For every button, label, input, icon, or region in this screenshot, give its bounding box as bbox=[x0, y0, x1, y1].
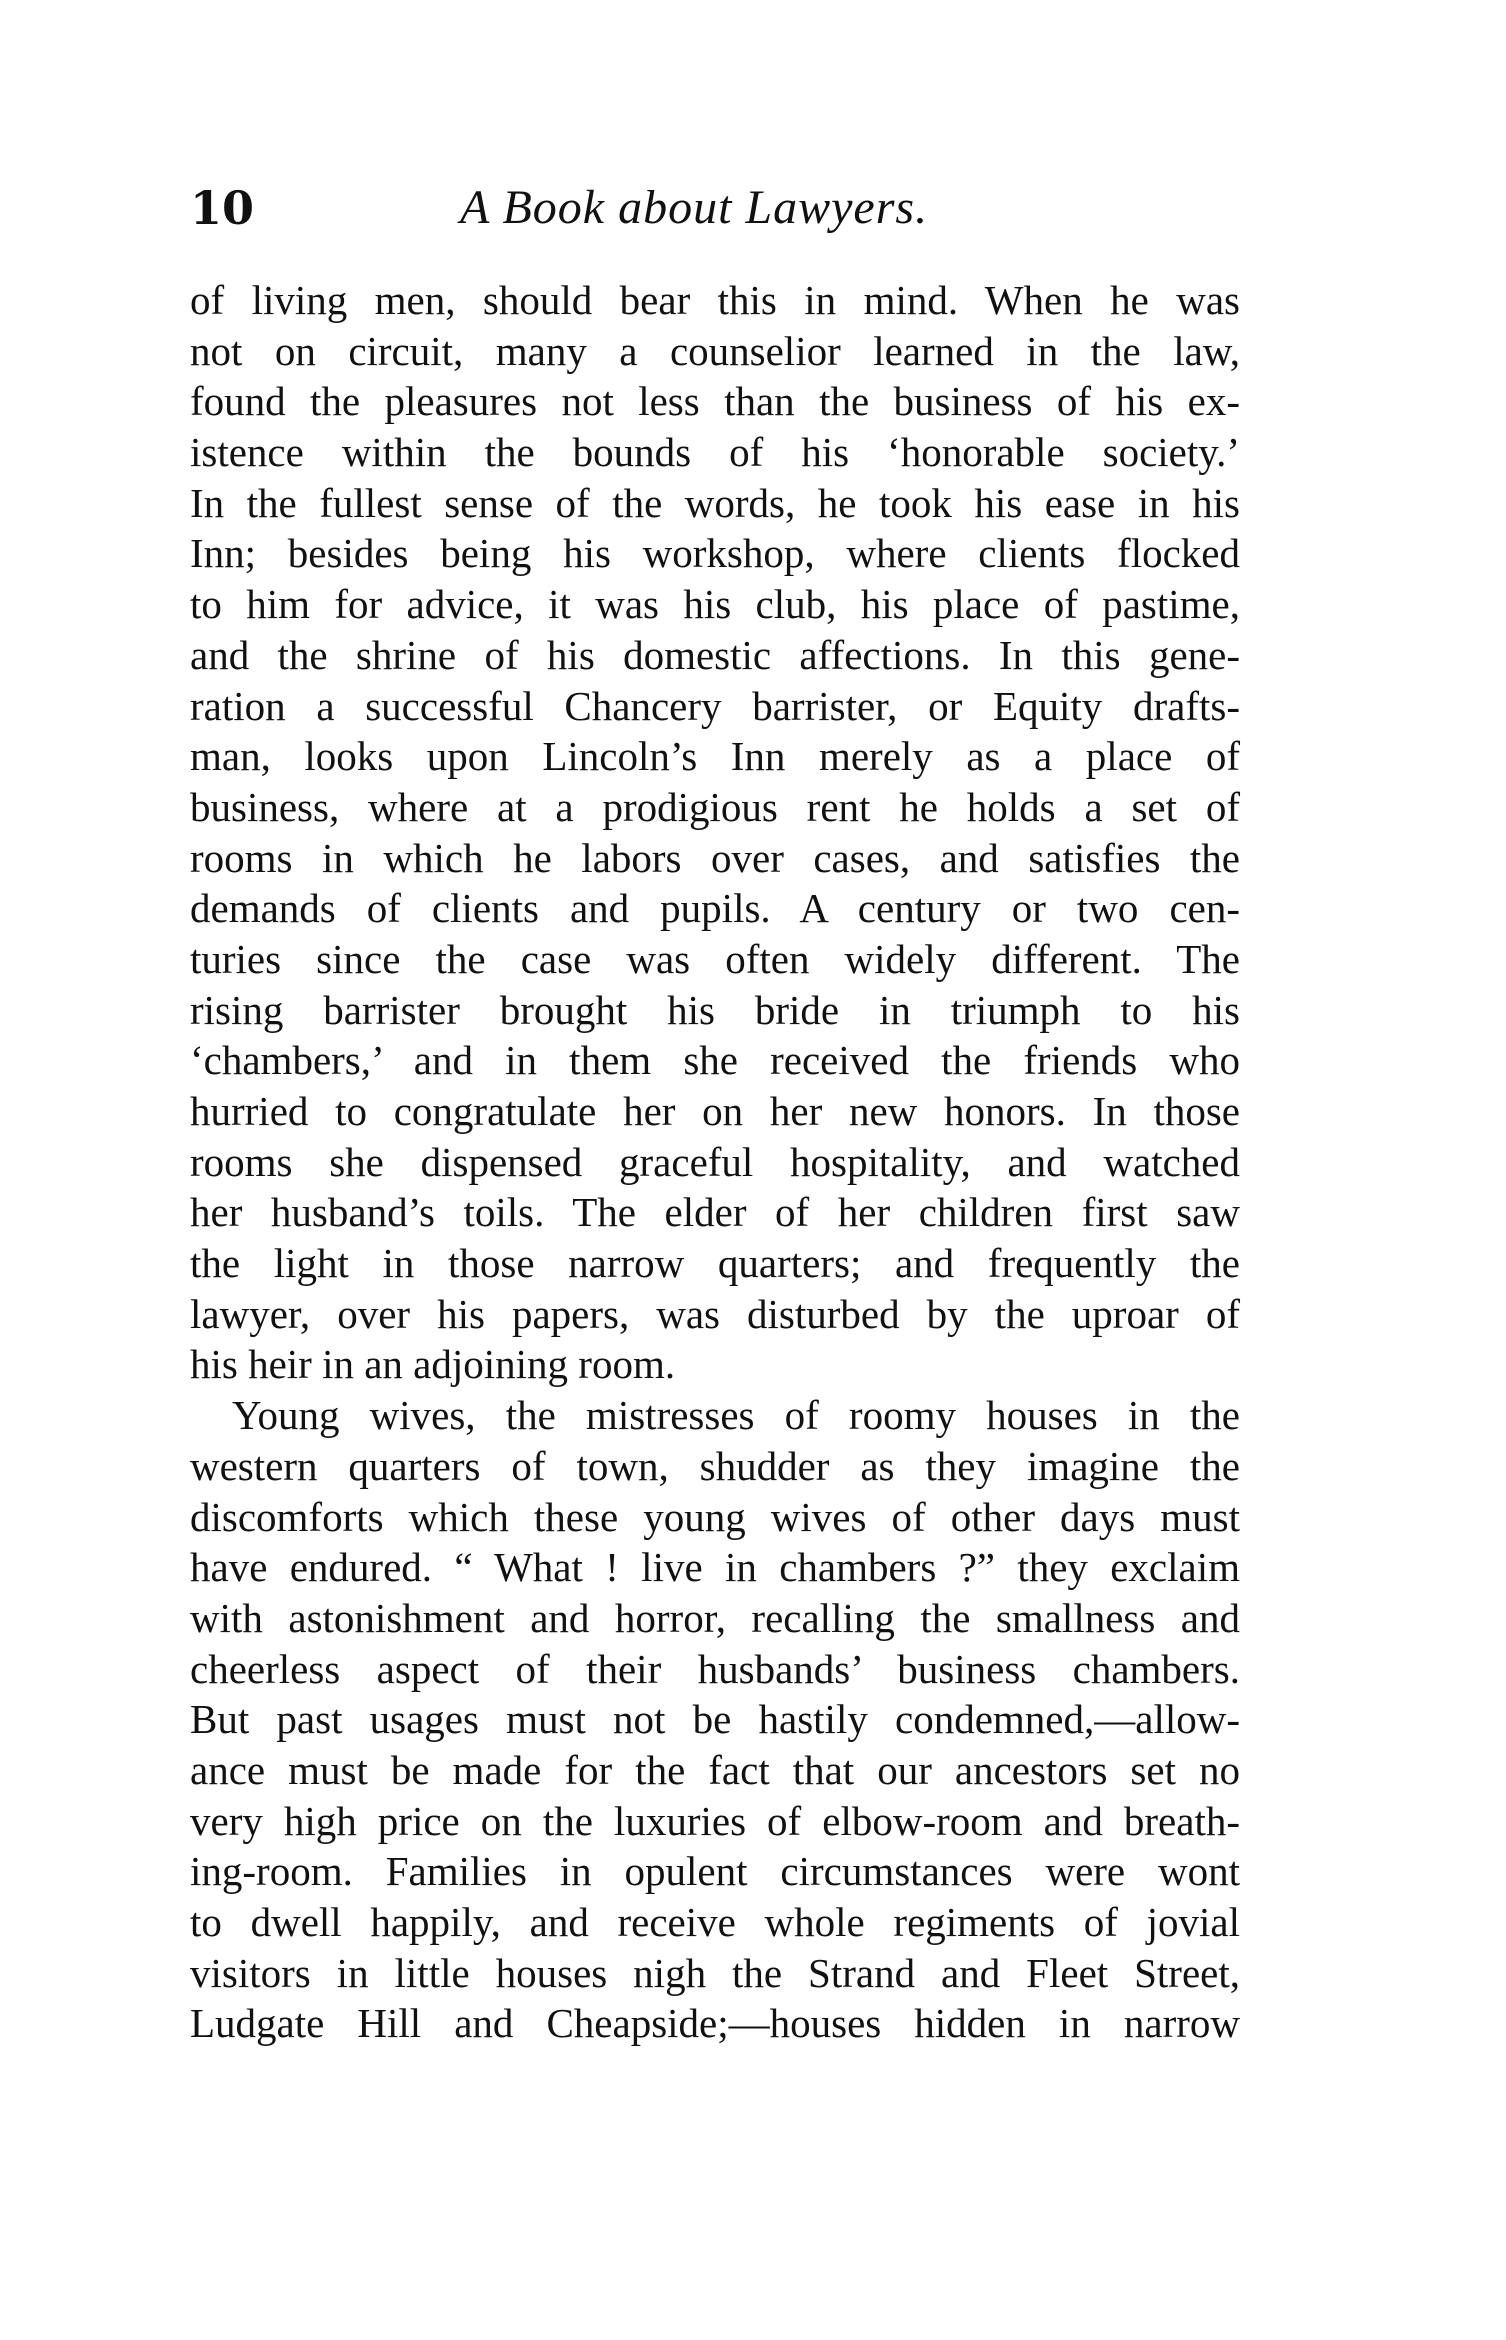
text-line: have endured. “ What ! live in chambers ?” they exclaim bbox=[190, 1544, 1240, 1591]
text-line: But past usages must not be hastily condemned,—allow- bbox=[190, 1696, 1240, 1743]
text-line: man, looks upon Lincoln’s Inn merely as a place of bbox=[190, 733, 1240, 780]
text-line: demands of clients and pupils. A century or two cen- bbox=[190, 885, 1240, 932]
paragraph-2 bbox=[190, 1390, 1240, 2049]
text-line: rooms she dispensed graceful hospitality, and watched bbox=[190, 1138, 1240, 1185]
text-line: her husband’s toils. The elder of her children first saw bbox=[190, 1189, 1240, 1236]
text-line: not on circuit, many a counselior learned in the law, bbox=[190, 327, 1240, 374]
page-number: 10 bbox=[190, 181, 255, 235]
text-line: cheerless aspect of their husbands’ business chambers. bbox=[190, 1645, 1240, 1692]
text-line: found the pleasures not less than the business of his ex- bbox=[190, 378, 1240, 425]
text-line: rising barrister brought his bride in triumph to his bbox=[190, 986, 1240, 1033]
text-line: discomforts which these young wives of other days must bbox=[190, 1493, 1240, 1540]
text-line: of living men, should bear this in mind. When he was bbox=[190, 277, 1240, 323]
text-line: western quarters of town, shudder as they imagine the bbox=[190, 1442, 1240, 1489]
text-line: and the shrine of his domestic affections. In this gene- bbox=[190, 631, 1240, 678]
text-line: ration a successful Chancery barrister, or Equity drafts- bbox=[190, 682, 1240, 729]
text-line: visitors in little houses nigh the Strand and Fleet Street, bbox=[190, 1949, 1240, 1996]
text-line: to him for advice, it was his club, his place of pastime, bbox=[190, 581, 1240, 628]
text-line: to dwell happily, and receive whole regiments of jovial bbox=[190, 1899, 1240, 1945]
text-line: lawyer, over his papers, was disturbed by the uproar of bbox=[190, 1290, 1240, 1337]
text-line: turies since the case was often widely different. The bbox=[190, 935, 1240, 982]
text-line: business, where at a prodigious rent he holds a set of bbox=[190, 783, 1240, 830]
text-line: ance must be made for the fact that our ancestors set no bbox=[190, 1746, 1240, 1793]
text-line: Young wives, the mistresses of roomy houses in the bbox=[232, 1392, 1240, 1439]
text-line: rooms in which he labors over cases, and satisfies the bbox=[190, 834, 1240, 881]
text-line: hurried to congratulate her on her new honors. In those bbox=[190, 1088, 1240, 1134]
text-line: istence within the bounds of his ‘honorable society.’ bbox=[190, 429, 1240, 476]
page-header bbox=[190, 178, 1240, 258]
text-line: ‘chambers,’ and in them she received the friends who bbox=[190, 1037, 1240, 1084]
body-text bbox=[190, 275, 1240, 2049]
text-line: his heir in an adjoining room. bbox=[190, 1341, 676, 1388]
text-line: the light in those narrow quarters; and frequently the bbox=[190, 1240, 1240, 1287]
text-line: ing-room. Families in opulent circumstances were wont bbox=[190, 1848, 1240, 1895]
text-line: very high price on the luxuries of elbow-room and breath- bbox=[190, 1797, 1240, 1844]
text-line: Inn; besides being his workshop, where clients flocked bbox=[190, 530, 1240, 577]
running-title: A Book about Lawyers. bbox=[460, 181, 929, 234]
text-line: with astonishment and horror, recalling the smallness and bbox=[190, 1594, 1240, 1641]
paragraph-1 bbox=[190, 275, 1240, 1390]
text-line: Ludgate Hill and Cheapside;—houses hidden in narrow bbox=[190, 2000, 1240, 2047]
text-line: In the fullest sense of the words, he took his ease in his bbox=[190, 479, 1240, 526]
